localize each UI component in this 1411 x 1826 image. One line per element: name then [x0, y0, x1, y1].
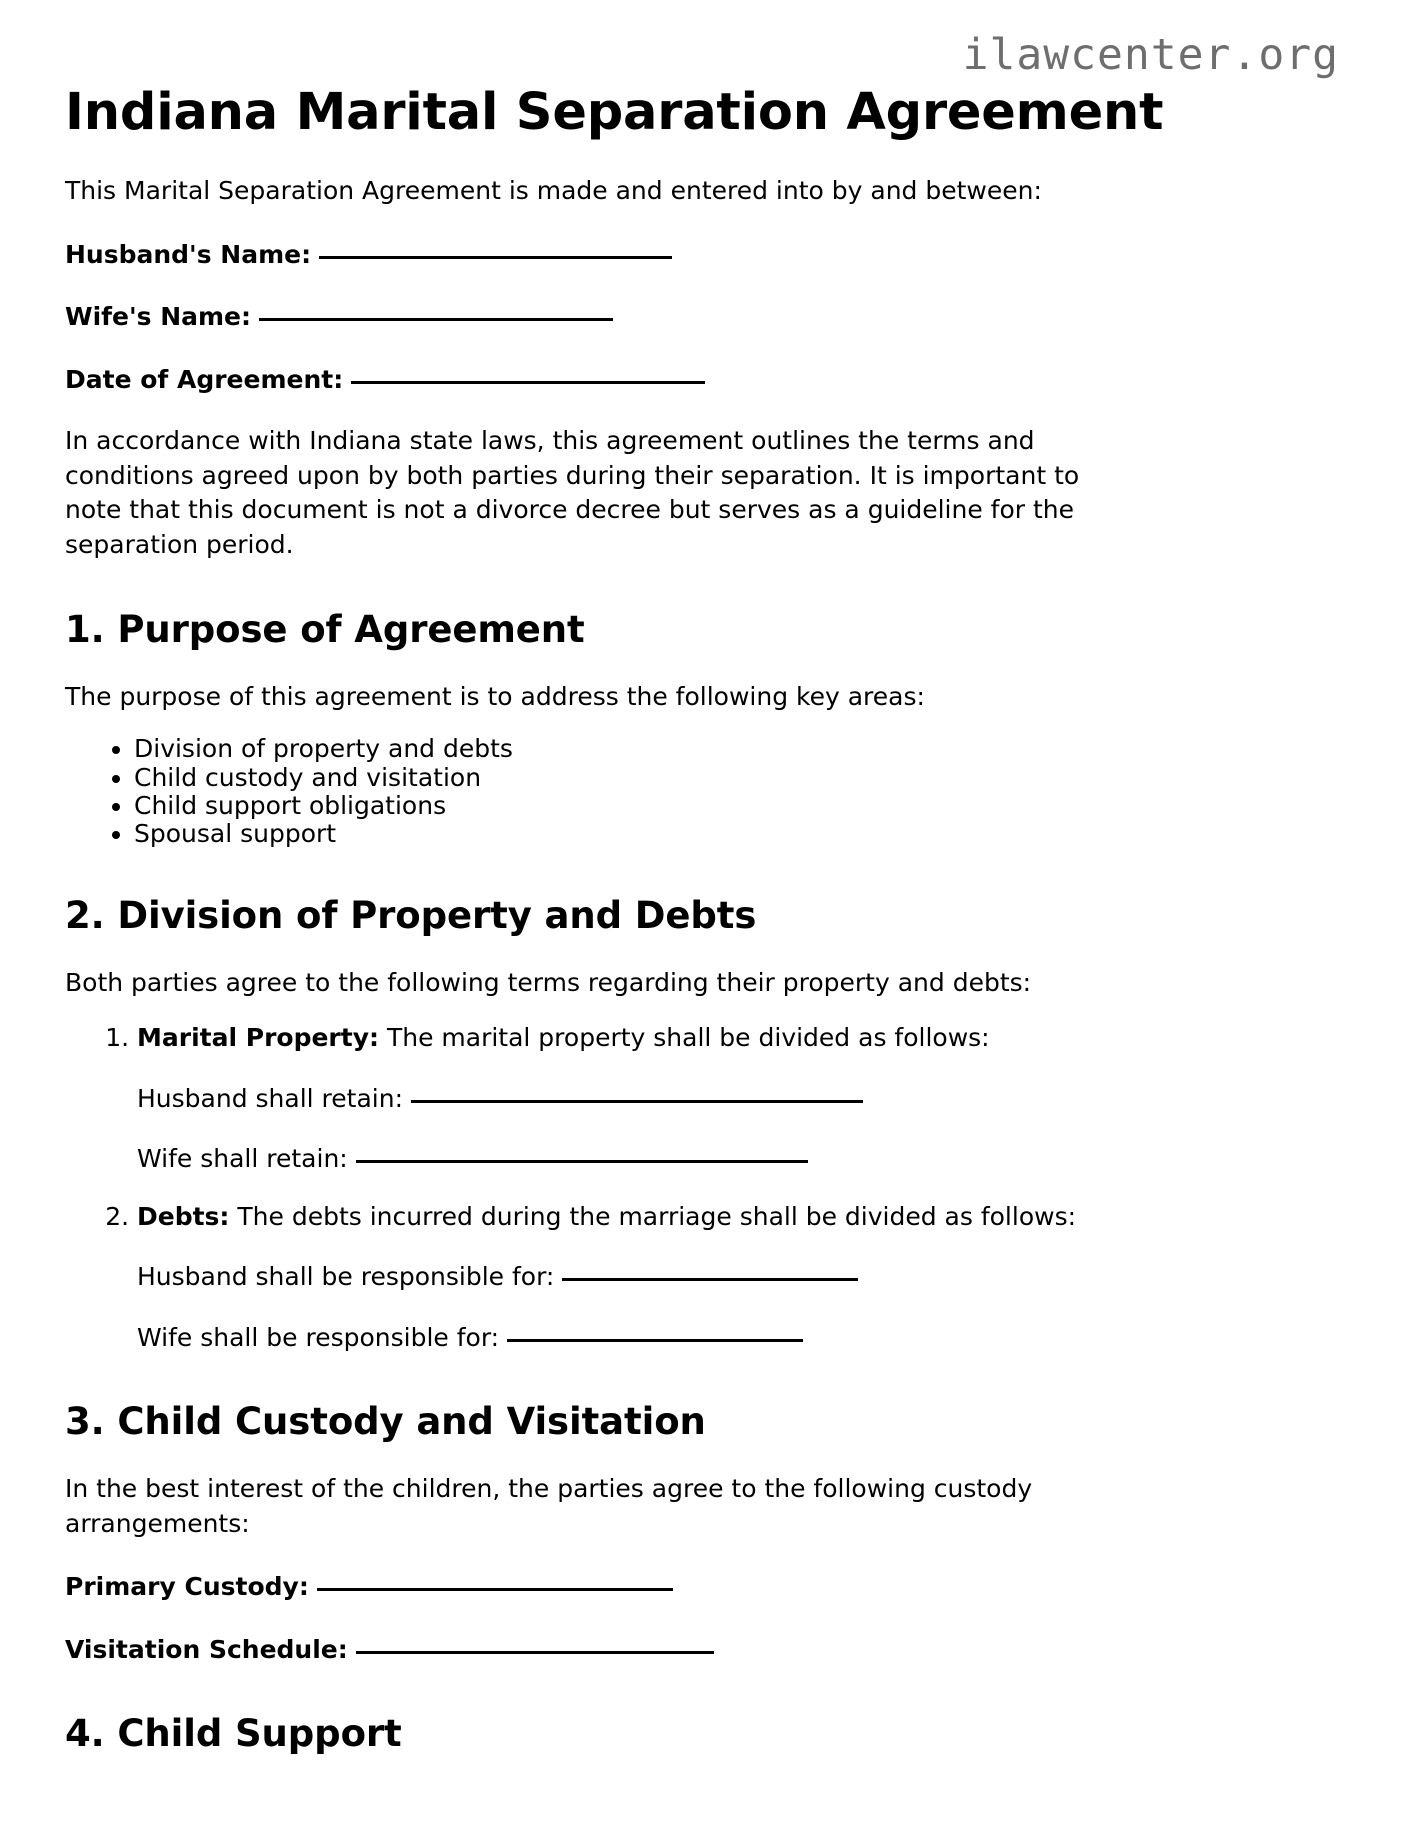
section-heading-purpose: 1. Purpose of Agreement	[65, 608, 585, 652]
section-purpose-intro: The purpose of this agreement is to address the following key areas:	[65, 681, 925, 711]
list-item: • Spousal support	[134, 820, 1346, 848]
list-item	[137, 1022, 1346, 1176]
list-item: • Child support obligations	[134, 792, 1346, 820]
list-item: • Division of property and debts	[134, 735, 1346, 763]
husband-retain-field[interactable]	[137, 1055, 1346, 1116]
wife-retain-blank[interactable]	[356, 1160, 808, 1163]
wife-name-blank[interactable]	[259, 318, 613, 321]
husband-name-blank[interactable]	[319, 256, 672, 259]
wife-name-field[interactable]	[65, 271, 1346, 334]
wife-debt-blank[interactable]	[507, 1339, 803, 1342]
section-heading-custody: 3. Child Custody and Visitation	[65, 1400, 706, 1444]
visitation-schedule-blank[interactable]	[356, 1651, 714, 1654]
date-of-agreement-blank[interactable]	[351, 381, 705, 384]
date-of-agreement-field[interactable]	[65, 334, 1346, 397]
husband-debt-label: Husband shall be responsible for:	[137, 1262, 555, 1292]
husband-name-field[interactable]	[65, 209, 1346, 272]
marital-property-text: The marital property shall be divided as follows:	[386, 1023, 990, 1053]
wife-debt-field[interactable]	[137, 1294, 1346, 1355]
list-item	[137, 1176, 1346, 1355]
primary-custody-label: Primary Custody:	[65, 1572, 309, 1602]
wife-name-label: Wife's Name:	[65, 302, 252, 332]
section-heading-division: 2. Division of Property and Debts	[65, 894, 757, 938]
section-custody-intro: In the best interest of the children, the parties agree to the following custody arrangements:	[65, 1474, 1033, 1538]
site-watermark: ilawcenter.org	[962, 30, 1339, 80]
wife-retain-field[interactable]	[137, 1115, 1346, 1176]
page-title: Indiana Marital Separation Agreement	[65, 83, 1164, 142]
list-item: • Child custody and visitation	[134, 764, 1346, 792]
husband-name-label: Husband's Name:	[65, 239, 312, 269]
husband-debt-field[interactable]	[137, 1233, 1346, 1294]
wife-retain-label: Wife shall retain:	[137, 1144, 348, 1174]
primary-custody-blank[interactable]	[317, 1588, 673, 1591]
section-heading-child-support: 4. Child Support	[65, 1712, 402, 1756]
date-of-agreement-label: Date of Agreement:	[65, 364, 344, 394]
debts-text: The debts incurred during the marriage shall be divided as follows:	[237, 1201, 1077, 1231]
purpose-key-areas-list	[65, 714, 1346, 848]
visitation-schedule-field[interactable]	[65, 1604, 1346, 1667]
intro-paragraph: This Marital Separation Agreement is made and entered into by and between:	[65, 176, 1042, 206]
division-terms-list	[65, 1000, 1346, 1354]
husband-retain-blank[interactable]	[411, 1100, 863, 1103]
visitation-schedule-label: Visitation Schedule:	[65, 1634, 348, 1664]
husband-retain-label: Husband shall retain:	[137, 1083, 403, 1113]
husband-debt-blank[interactable]	[562, 1278, 858, 1281]
debts-label: Debts:	[137, 1201, 230, 1231]
wife-debt-label: Wife shall be responsible for:	[137, 1322, 500, 1352]
primary-custody-field[interactable]	[65, 1541, 1346, 1604]
marital-property-label: Marital Property:	[137, 1023, 379, 1053]
section-division-intro: Both parties agree to the following terms regarding their property and debts:	[65, 967, 1032, 997]
preamble-paragraph: In accordance with Indiana state laws, this agreement outlines the terms and conditions agreed upon by both parties during their separation. It is important to note that this document is not a divorce decree but serves as a guideline for the separation period.	[65, 426, 1080, 559]
